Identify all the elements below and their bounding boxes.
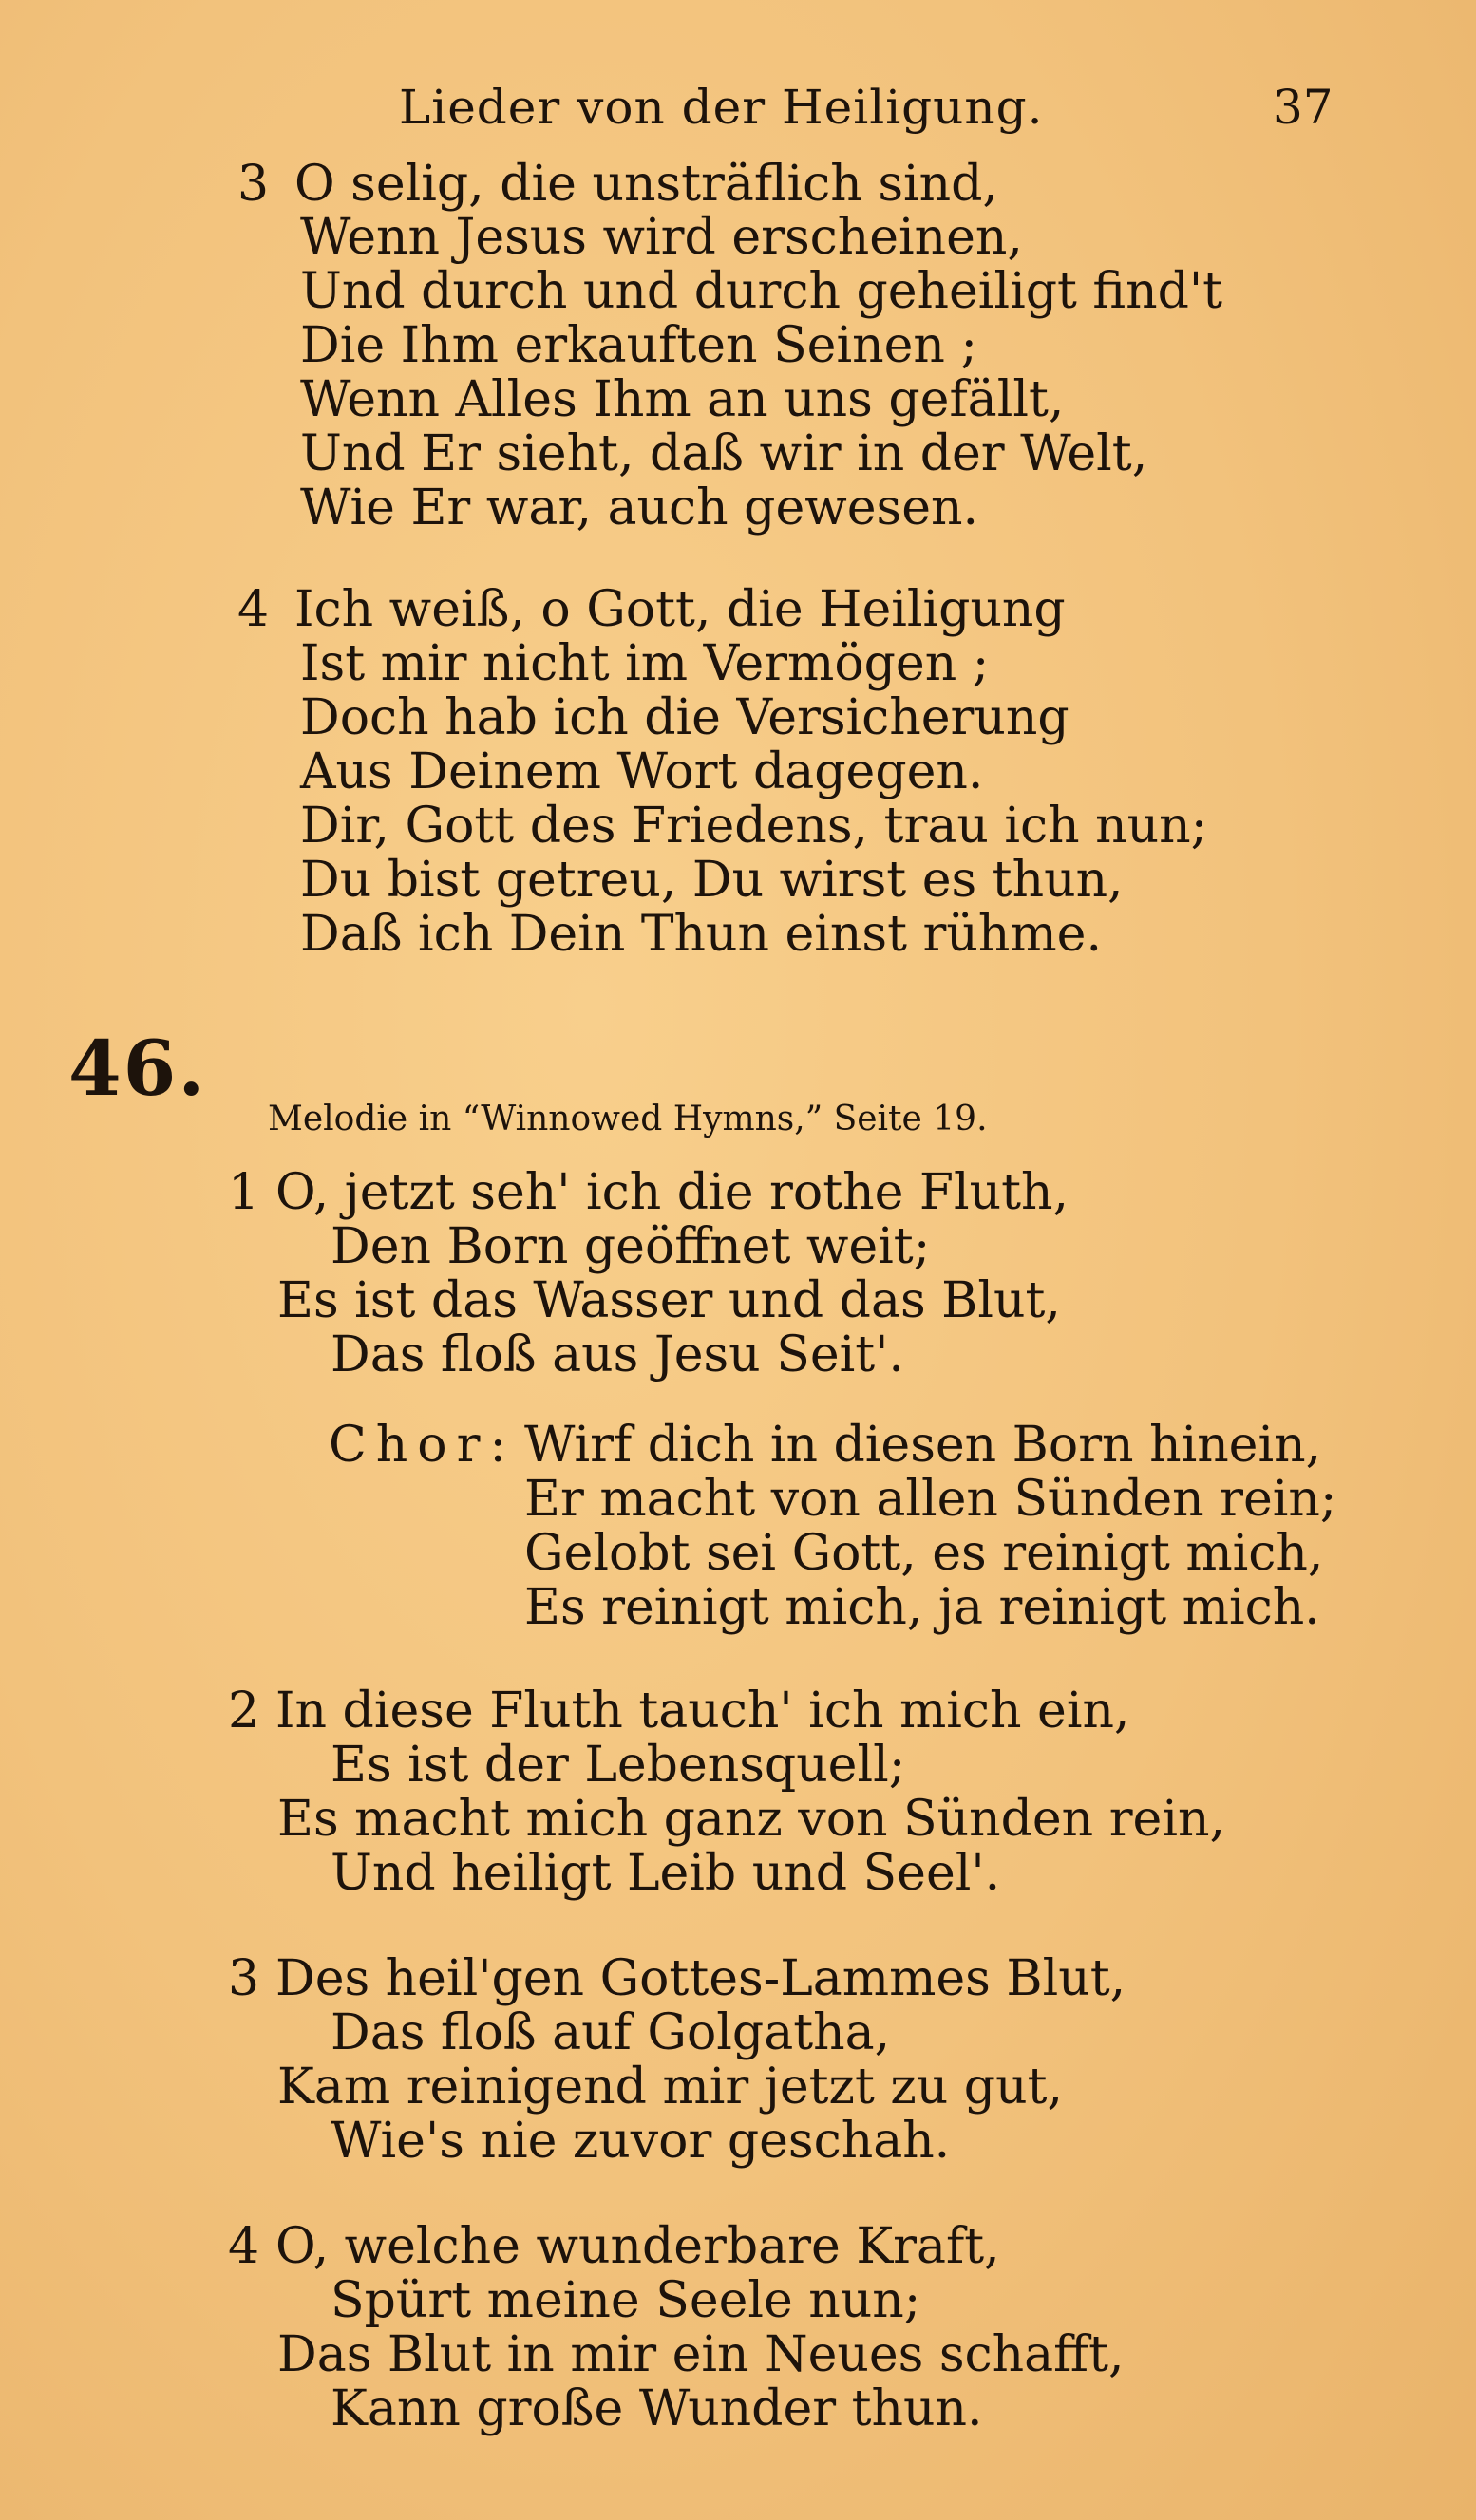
verse-line: In diese Fluth tauch' ich mich ein, — [275, 1683, 1130, 1740]
verse-line: Daß ich Dein Thun einst rühme. — [300, 906, 1102, 963]
verse-line: Du bist getreu, Du wirst es thun, — [300, 852, 1124, 909]
verse-number: 1 — [228, 1164, 260, 1221]
verse-line: Das floß auf Golgatha, — [331, 2004, 891, 2061]
verse-line: Das floß aus Jesu Seit'. — [331, 1326, 904, 1383]
verse-line: O selig, die unsträflich sind, — [294, 156, 998, 213]
verse-line: Und Er sieht, daß wir in der Welt, — [300, 425, 1148, 482]
running-header-title: Lieder von der Heiligung. — [399, 80, 1044, 135]
chorus-label: Chor: — [329, 1417, 516, 1474]
verse-line: Des heil'gen Gottes-Lammes Blut, — [275, 1950, 1126, 2007]
verse-number: 4 — [228, 2218, 260, 2275]
verse-line: Den Born geöffnet weit; — [331, 1218, 931, 1275]
verse-line: Und durch und durch geheiligt find't — [300, 263, 1223, 320]
verse-number: 3 — [228, 1950, 260, 2007]
verse-line: Das Blut in mir ein Neues schafft, — [277, 2326, 1125, 2383]
verse-line: Kam reinigend mir jetzt zu gut, — [277, 2059, 1063, 2116]
verse-line: Die Ihm erkauften Seinen ; — [300, 317, 977, 374]
verse-number: 3 — [237, 156, 270, 213]
verse-line: O, welche wunderbare Kraft, — [275, 2218, 1000, 2275]
chorus-line: Wirf dich in diesen Born hinein, — [524, 1417, 1322, 1474]
page-number: 37 — [1273, 80, 1334, 135]
hymn-number: 46. — [68, 1024, 207, 1113]
verse-line: Kann große Wunder thun. — [331, 2380, 983, 2437]
verse-line: Es ist das Wasser und das Blut, — [277, 1272, 1061, 1329]
verse-line: Aus Deinem Wort dagegen. — [300, 743, 984, 800]
verse-line: Wenn Jesus wird erscheinen, — [300, 209, 1023, 266]
verse-line: O, jetzt seh' ich die rothe Fluth, — [275, 1164, 1069, 1221]
verse-line: Es ist der Lebensquell; — [331, 1737, 906, 1794]
melody-note: Melodie in “Winnowed Hymns,” Seite 19. — [268, 1100, 988, 1138]
verse-line: Es macht mich ganz von Sünden rein, — [277, 1791, 1225, 1848]
verse-line: Wie's nie zuvor geschah. — [331, 2113, 951, 2170]
chorus-line: Es reinigt mich, ja reinigt mich. — [524, 1579, 1320, 1636]
verse-line: Ich weiß, o Gott, die Heiligung — [294, 581, 1066, 638]
verse-line: Spürt meine Seele nun; — [331, 2272, 921, 2329]
verse-line: Ist mir nicht im Vermögen ; — [300, 635, 990, 692]
verse-line: Und heiligt Leib und Seel'. — [331, 1845, 1001, 1902]
verse-number: 2 — [228, 1683, 260, 1740]
verse-line: Wie Er war, auch gewesen. — [300, 480, 978, 536]
verse-line: Doch hab ich die Versicherung — [300, 689, 1069, 746]
verse-number: 4 — [237, 581, 270, 638]
verse-line: Dir, Gott des Friedens, trau ich nun; — [300, 798, 1208, 855]
chorus-line: Er macht von allen Sünden rein; — [524, 1471, 1337, 1528]
verse-line: Wenn Alles Ihm an uns gefällt, — [300, 371, 1065, 428]
chorus-line: Gelobt sei Gott, es reinigt mich, — [524, 1525, 1324, 1582]
